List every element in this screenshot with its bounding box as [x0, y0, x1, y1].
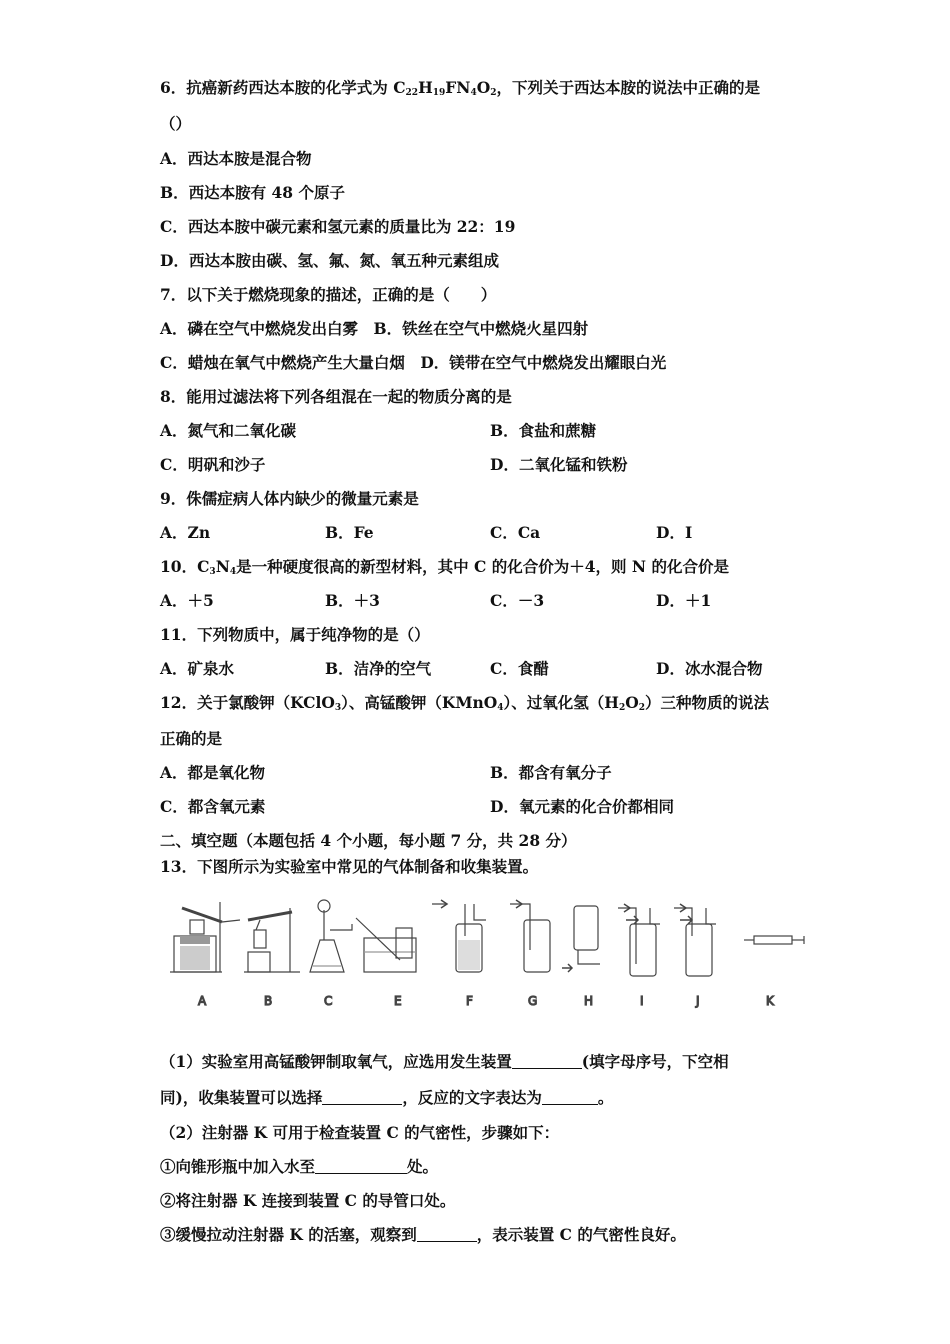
q9-option-c: C．Ca — [490, 523, 541, 542]
q7-stem: 7．以下关于燃烧现象的描述，正确的是（ ） — [160, 285, 497, 304]
q11-option-c: C．食醋 — [490, 659, 549, 678]
q9-option-a: A．Zn — [160, 523, 211, 542]
q12-stem: 12．关于氯酸钾（KClO$_3$）、高锰酸钾（KMnO$_4$）、过氧化氢$(H_2O_2)$三种物质的说法 — [160, 693, 770, 713]
q11-option-d: D．冰水混合物 — [656, 659, 763, 678]
answer-blank-water-level[interactable] — [315, 1159, 407, 1174]
apparatus-e-icon — [356, 918, 416, 972]
apparatus-f-icon — [432, 900, 486, 972]
q13-step2: ②将注射器 K 连接到装置 C 的导管口处。 — [160, 1191, 456, 1210]
q11-option-b: B．洁净的空气 — [325, 659, 432, 678]
q10-formula: $C_3N_4$ — [197, 557, 237, 577]
apparatus-i-icon — [618, 904, 660, 976]
answer-blank-equation[interactable] — [542, 1090, 598, 1105]
answer-blank-observation[interactable] — [417, 1227, 477, 1242]
q12-option-d: D．氧元素的化合价都相同 — [490, 797, 674, 816]
q9-stem: 9．侏儒症病人体内缺少的微量元素是 — [160, 489, 419, 508]
apparatus-label-c: C — [324, 994, 333, 1008]
q10-option-a: A．＋5 — [160, 591, 214, 610]
apparatus-a-icon — [170, 902, 240, 972]
apparatus-b-icon — [244, 908, 300, 972]
apparatus-label-f: F — [466, 994, 473, 1008]
q12-option-a: A．都是氧化物 — [160, 763, 266, 782]
apparatus-g-icon — [510, 900, 550, 972]
q6-stem: 6．抗癌新药西达本胺的化学式为 $C_{22}H_{19}FN_4O_2$，下列关于西达本胺的说法中正确的是 — [160, 78, 760, 98]
q8-option-a: A．氮气和二氧化碳 — [160, 421, 297, 440]
q13-part1-line2: 同)，收集装置可以选择 ，反应的文字表达为 。 — [160, 1088, 614, 1107]
q6-option-a: A．西达本胺是混合物 — [160, 149, 312, 168]
q8-option-b: B．食盐和蔗糖 — [490, 421, 597, 440]
q6-option-d: D．西达本胺由碳、氢、氟、氮、氧五种元素组成 — [160, 251, 499, 270]
apparatus-label-g: G — [528, 994, 538, 1008]
q12-option-b: B．都含有氧分子 — [490, 763, 612, 782]
q13-step3: ③缓慢拉动注射器 K 的活塞，观察到 ，表示装置 C 的气密性良好。 — [160, 1225, 686, 1244]
q10-option-c: C．－3 — [490, 591, 545, 610]
q8-option-d: D．二氧化锰和铁粉 — [490, 455, 628, 474]
q13-step1: ①向锥形瓶中加入水至 处。 — [160, 1157, 439, 1176]
q8-option-c: C．明矾和沙子 — [160, 455, 266, 474]
q10-stem: 10．$C_3N_4$是一种硬度很高的新型材料，其中 C 的化合价为＋4，则 N 的化合价是 — [160, 557, 730, 577]
apparatus-label-j: J — [696, 994, 700, 1008]
q11-stem: 11．下列物质中，属于纯净物的是（） — [160, 625, 430, 644]
q6-option-c: C．西达本胺中碳元素和氢元素的质量比为 22：19 — [160, 217, 516, 236]
apparatus-label-i: I — [640, 994, 644, 1008]
apparatus-k-syringe-icon — [744, 936, 804, 944]
q6-formula: $C_{22}H_{19}FN_4O_2$ — [393, 78, 497, 98]
q11-option-a: A．矿泉水 — [160, 659, 235, 678]
answer-blank-collector[interactable] — [322, 1090, 402, 1105]
apparatus-label-k: K — [766, 994, 774, 1008]
q6-option-b: B．西达本胺有 48 个原子 — [160, 183, 345, 202]
q6-stem-paren: （） — [160, 114, 192, 133]
q9-option-b: B．Fe — [325, 523, 374, 542]
q12-option-c: C．都含氧元素 — [160, 797, 266, 816]
q13-part2-intro: （2）注射器 K 可用于检查装置 C 的气密性，步骤如下： — [160, 1123, 560, 1142]
apparatus-h-icon — [562, 906, 600, 972]
apparatus-label-b: B — [264, 994, 273, 1008]
apparatus-j-icon — [674, 904, 716, 976]
apparatus-label-e: E — [394, 994, 402, 1008]
apparatus-label-a: A — [198, 994, 207, 1008]
q12-stem-cont: 正确的是 — [160, 729, 223, 748]
section-heading: 二、填空题（本题包括 4 个小题，每小题 7 分，共 28 分） — [160, 831, 577, 850]
q10-option-b: B．＋3 — [325, 591, 380, 610]
answer-blank-generator[interactable] — [512, 1054, 582, 1069]
apparatus-figure — [160, 890, 820, 1015]
q7-options-ab: A．磷在空气中燃烧发出白雾 B．铁丝在空气中燃烧火星四射 — [160, 319, 589, 338]
q13-part1-line1: （1）实验室用高锰酸钾制取氧气，应选用发生装置 (填字母序号，下空相 — [160, 1052, 729, 1071]
q9-option-d: D．I — [656, 523, 693, 542]
q7-options-cd: C．蜡烛在氧气中燃烧产生大量白烟 D．镁带在空气中燃烧发出耀眼白光 — [160, 353, 667, 372]
q13-stem: 13．下图所示为实验室中常见的气体制备和收集装置。 — [160, 857, 539, 876]
q8-stem: 8．能用过滤法将下列各组混在一起的物质分离的是 — [160, 387, 512, 406]
apparatus-c-icon — [310, 900, 352, 972]
apparatus-label-h: H — [584, 994, 594, 1008]
q10-option-d: D．＋1 — [656, 591, 712, 610]
